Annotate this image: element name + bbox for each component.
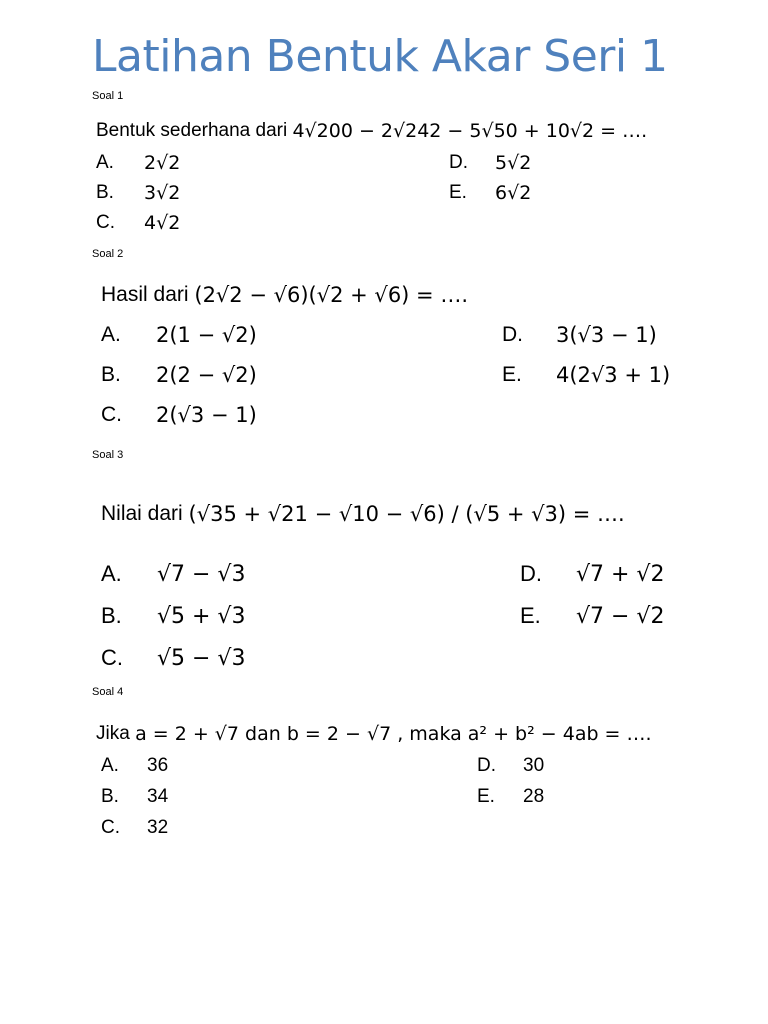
question-1-expression: 4√200 − 2√242 − 5√50 + 10√2 = …. <box>292 120 648 142</box>
question-1-label: Soal 1 <box>92 90 124 102</box>
question-1-option-d[interactable]: D. 5√2 <box>449 152 532 174</box>
question-1-option-c[interactable]: C. 4√2 <box>96 212 181 234</box>
question-4-option-b[interactable]: B. 34 <box>101 786 169 807</box>
question-4-prompt: Jika <box>96 723 130 744</box>
question-4-option-c[interactable]: C. 32 <box>101 817 169 838</box>
question-3-option-a[interactable]: A. √7 − √3 <box>101 561 246 587</box>
question-3-option-e[interactable]: E. √7 − √2 <box>520 603 665 629</box>
question-1-option-b[interactable]: B. 3√2 <box>96 182 181 204</box>
question-1-option-e[interactable]: E. 6√2 <box>449 182 532 204</box>
question-2-option-b[interactable]: B. 2(2 − √2) <box>101 363 257 387</box>
question-3-option-b[interactable]: B. √5 + √3 <box>101 603 246 629</box>
question-2-expression: (2√2 − √6)(√2 + √6) = …. <box>194 283 468 307</box>
page-title: Latihan Bentuk Akar Seri 1 <box>92 31 668 82</box>
question-3-option-d[interactable]: D. √7 + √2 <box>520 561 665 587</box>
question-4 <box>96 723 652 745</box>
question-3-prompt: Nilai dari <box>101 502 183 525</box>
question-4-expression: a = 2 + √7 dan b = 2 − √7 , maka a² + b² − 4ab = …. <box>135 723 652 745</box>
question-3-expression: (√35 + √21 − √10 − √6) / (√5 + √3) = …. <box>188 502 625 526</box>
question-2-option-d[interactable]: D. 3(√3 − 1) <box>502 323 657 347</box>
question-4-option-a[interactable]: A. 36 <box>101 755 169 776</box>
question-2-label: Soal 2 <box>92 248 124 260</box>
question-2-option-a[interactable]: A. 2(1 − √2) <box>101 323 257 347</box>
question-3-option-c[interactable]: C. √5 − √3 <box>101 645 246 671</box>
question-4-label: Soal 4 <box>92 686 124 698</box>
question-2-option-e[interactable]: E. 4(2√3 + 1) <box>502 363 671 387</box>
question-1-prompt: Bentuk sederhana dari <box>96 120 288 141</box>
question-1-option-a[interactable]: A. 2√2 <box>96 152 181 174</box>
question-1 <box>96 120 647 142</box>
question-2 <box>101 283 468 307</box>
question-4-option-d[interactable]: D. 30 <box>477 755 545 776</box>
question-2-option-c[interactable]: C. 2(√3 − 1) <box>101 403 257 427</box>
question-3-label: Soal 3 <box>92 449 124 461</box>
question-4-option-e[interactable]: E. 28 <box>477 786 545 807</box>
question-3 <box>101 502 625 526</box>
question-2-prompt: Hasil dari <box>101 283 189 306</box>
